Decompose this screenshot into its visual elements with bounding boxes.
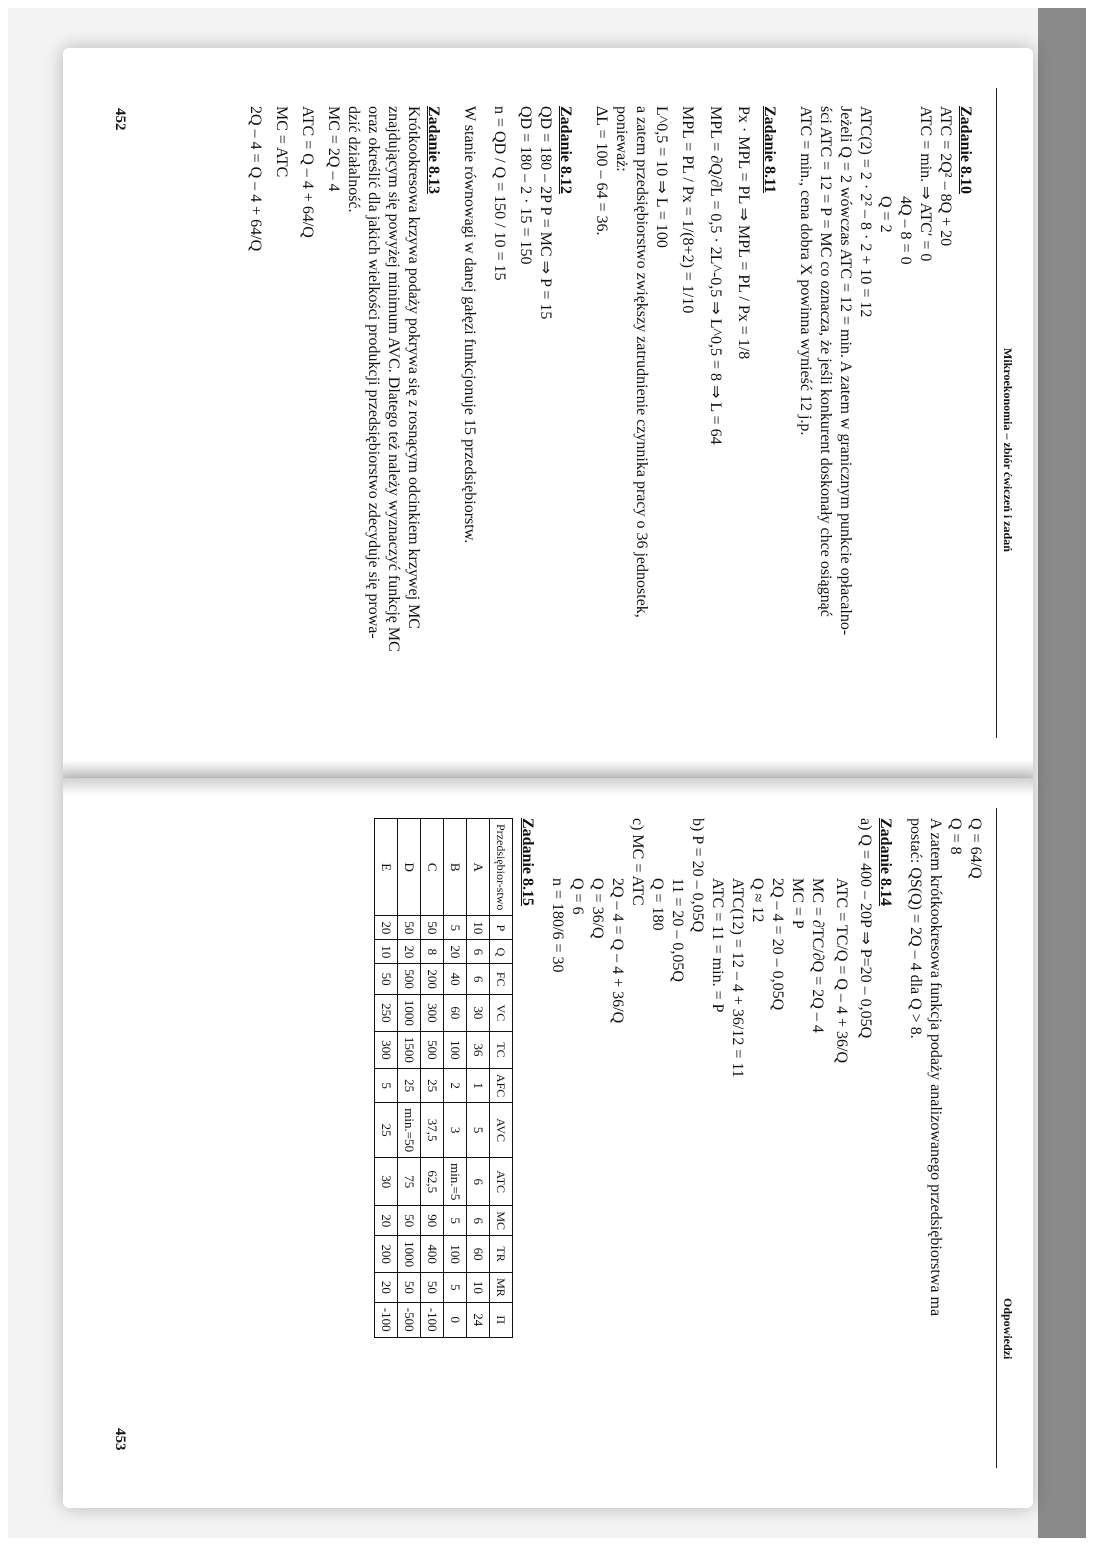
- equation: a) Q = 400 – 20P ⇒ P=20 – 0,05Q: [857, 818, 874, 1039]
- page-number-left: 452: [112, 108, 128, 131]
- equation: Q = 8: [947, 818, 964, 855]
- equation: MC = ∂TC/∂Q = 2Q – 4: [809, 878, 826, 1033]
- table-cell: 5: [444, 1206, 467, 1236]
- column-header: AVC: [490, 1103, 513, 1158]
- table-row: [467, 819, 490, 1338]
- text-line: dzić działalność.: [345, 106, 362, 213]
- text-line: W stanie równowagi w danej gałęzi funkcjonuje 15 przedsiębiorstw.: [461, 106, 478, 544]
- table-cell: 200: [375, 1236, 398, 1273]
- table-cell: 25: [398, 1068, 421, 1102]
- equation: QD = 180 – 2P P = MC ⇒ P = 15: [537, 106, 554, 320]
- column-header: ATC: [490, 1158, 513, 1206]
- table-cell: -100: [421, 1302, 444, 1337]
- column-header: Przedsiębior-stwo: [490, 819, 513, 916]
- task-8-10-title: Zadanie 8.10: [957, 106, 974, 195]
- text-line: ponieważ:: [613, 106, 630, 172]
- table-cell: 20: [398, 940, 421, 964]
- table-cell: 1000: [398, 994, 421, 1031]
- equation: Px · MPL = PL ⇒ MPL = PL / Px = 1/8: [735, 106, 752, 360]
- table-cell: 5: [444, 1273, 467, 1303]
- equation: ATC = TC/Q = Q – 4 + 36/Q: [833, 878, 850, 1064]
- equation: ATC = Q – 4 + 64/Q: [299, 106, 316, 238]
- column-header: MR: [490, 1273, 513, 1303]
- column-header: FC: [490, 964, 513, 995]
- table-cell: 6: [467, 1206, 490, 1236]
- table-cell: 62,5: [421, 1158, 444, 1206]
- equation: 2Q – 4 = Q – 4 + 36/Q: [609, 878, 626, 1024]
- table-cell: A: [467, 819, 490, 916]
- scanned-book-spread: [8, 8, 1086, 1538]
- column-header: Q: [490, 940, 513, 964]
- table-cell: min.=5: [444, 1158, 467, 1206]
- table-cell: 6: [467, 964, 490, 995]
- table-cell: 37,5: [421, 1103, 444, 1158]
- task-8-11-title: Zadanie 8.11: [761, 106, 778, 194]
- table-row: [421, 819, 444, 1338]
- equation: ATC(2) = 2 · 2² – 8 · 2 + 10 = 12: [857, 106, 874, 318]
- running-header-left: Mikroekonomia – zbiór ćwiczeń i zadań: [1001, 348, 1015, 552]
- equation: ATC(12) = 12 – 4 + 36/12 = 11: [729, 878, 746, 1078]
- task-8-15-title: Zadanie 8.15: [519, 818, 536, 907]
- text-line: oraz określić dla jakich wielkości produkcji przedsiębiorstwo zdecyduje się prowa-: [365, 106, 382, 639]
- table-cell: 24: [467, 1302, 490, 1337]
- equation: MC = ATC: [273, 106, 290, 178]
- table-cell: 50: [375, 964, 398, 995]
- table-cell: 90: [421, 1206, 444, 1236]
- table-cell: 3: [444, 1103, 467, 1158]
- column-header: AFC: [490, 1068, 513, 1102]
- equation: MC = 2Q – 4: [325, 106, 342, 192]
- table-cell: -500: [398, 1302, 421, 1337]
- table-header-row: [490, 819, 513, 1338]
- column-header: VC: [490, 994, 513, 1031]
- table-cell: 50: [398, 1206, 421, 1236]
- column-header: Π: [490, 1302, 513, 1337]
- table-cell: 100: [444, 1031, 467, 1068]
- task-8-14-title: Zadanie 8.14: [877, 818, 894, 907]
- equation: Q ≈ 12: [749, 878, 766, 923]
- equation: ATC = 2Q² – 8Q + 20: [937, 106, 954, 247]
- table-cell: 50: [421, 1273, 444, 1303]
- equation: 2Q – 4 = Q – 4 + 64/Q: [247, 106, 264, 252]
- table-cell: 25: [421, 1068, 444, 1102]
- page-number-right: 453: [112, 1428, 128, 1451]
- table-cell: 200: [421, 964, 444, 995]
- equation: Q = 2: [877, 196, 894, 233]
- equation: ATC = min. ⇒ ATC′ = 0: [917, 106, 934, 262]
- column-header: TR: [490, 1236, 513, 1273]
- table-cell: 30: [467, 994, 490, 1031]
- text-line: ATC = min., cena dobra X powinna wynieść 12 j.p.: [797, 106, 814, 436]
- equation: c) MC = ATC: [629, 818, 646, 906]
- task-8-12-title: Zadanie 8.12: [557, 106, 574, 195]
- table-cell: 2: [444, 1068, 467, 1102]
- equation: 4Q – 8 = 0: [897, 196, 914, 265]
- table-cell: 50: [398, 1273, 421, 1303]
- left-page-body: [245, 106, 985, 746]
- equation: MC = P: [789, 878, 806, 929]
- column-header: P: [490, 916, 513, 940]
- book-gutter-shadow: [63, 760, 1033, 796]
- equation: b) P = 20 – 0,05Q: [689, 818, 706, 933]
- table-cell: 40: [444, 964, 467, 995]
- table-cell: 6: [467, 1158, 490, 1206]
- table-cell: 500: [398, 964, 421, 995]
- text-line: postać: QS(Q) = 2Q – 4 dla Q > 8.: [907, 818, 924, 1039]
- table-cell: 75: [398, 1158, 421, 1206]
- table-cell: 1: [467, 1068, 490, 1102]
- text-line: znajdującym się powyżej minimum AVC. Dlatego też należy wyznaczyć funkcję MC: [385, 106, 402, 652]
- column-header: TC: [490, 1031, 513, 1068]
- equation: Q = 6: [569, 878, 586, 915]
- table-cell: 60: [444, 994, 467, 1031]
- table-cell: 1000: [398, 1236, 421, 1273]
- cost-table: [374, 818, 513, 1338]
- equation: ΔL = 100 – 64 = 36.: [593, 106, 610, 236]
- table-cell: 300: [375, 1031, 398, 1068]
- text-line: A zatem krótkookresowa funkcja podaży analizowanego przedsiębiorstwa ma: [927, 818, 944, 1317]
- table-row: [398, 819, 421, 1338]
- table-cell: E: [375, 819, 398, 916]
- table-cell: 400: [421, 1236, 444, 1273]
- table-cell: 20: [375, 916, 398, 940]
- table-cell: 5: [467, 1103, 490, 1158]
- table-cell: 500: [421, 1031, 444, 1068]
- equation: Q = 64/Q: [967, 818, 984, 879]
- running-header-right: Odpowiedzi: [1001, 1298, 1015, 1360]
- equation: n = 180/6 = 30: [549, 878, 566, 973]
- table-cell: D: [398, 819, 421, 916]
- equation: 2Q – 4 = 20 – 0,05Q: [769, 878, 786, 1011]
- equation: 11 = 20 – 0,05Q: [669, 878, 686, 982]
- table-row: [375, 819, 398, 1338]
- table-row: [444, 819, 467, 1338]
- equation: n = QD / Q = 150 / 10 = 15: [491, 106, 508, 281]
- table-cell: 36: [467, 1031, 490, 1068]
- table-cell: 100: [444, 1236, 467, 1273]
- table-cell: 25: [375, 1103, 398, 1158]
- table-cell: 10: [375, 940, 398, 964]
- table-cell: 0: [444, 1302, 467, 1337]
- page-452: [63, 48, 1033, 778]
- header-rule: [996, 88, 997, 738]
- text-line: Jeżeli Q = 2 wówczas ATC = 12 = min. A zatem w granicznym punkcie opłacalno-: [837, 106, 854, 636]
- equation: L^0,5 = 10 ⇒ L = 100: [653, 106, 670, 248]
- equation: QD = 180 – 2 · 15 = 150: [517, 106, 534, 265]
- rotated-book: [8, 8, 1086, 1538]
- text-line: a zatem przedsiębiorstwo zwiększy zatrudnienie czynnika pracy o 36 jednostek,: [633, 106, 650, 618]
- table-cell: min.=50: [398, 1103, 421, 1158]
- right-page-body: [374, 818, 985, 1468]
- header-rule: [996, 808, 997, 1468]
- equation: ATC = 11 = min. = P: [709, 878, 726, 1013]
- table-cell: 250: [375, 994, 398, 1031]
- table-cell: 5: [444, 916, 467, 940]
- equation: Q = 180: [649, 878, 666, 931]
- table-cell: 50: [421, 916, 444, 940]
- table-cell: 300: [421, 994, 444, 1031]
- task-8-13-title: Zadanie 8.13: [425, 106, 442, 195]
- text-line: Krótkookresowa krzywa podaży pokrywa się z rosnącym odcinkiem krzywej MC: [405, 106, 422, 629]
- page-453: [63, 778, 1033, 1508]
- table-cell: 8: [421, 940, 444, 964]
- column-header: MC: [490, 1206, 513, 1236]
- table-cell: -100: [375, 1302, 398, 1337]
- table-cell: 6: [467, 940, 490, 964]
- table-cell: C: [421, 819, 444, 916]
- table-cell: 5: [375, 1068, 398, 1102]
- equation: MPL = ∂Q/∂L = 0,5 · 2L^-0,5 ⇒ L^0,5 = 8 ⇒ L = 64: [707, 106, 724, 445]
- table-cell: 30: [375, 1158, 398, 1206]
- table-cell: 60: [467, 1236, 490, 1273]
- table-cell: 10: [467, 1273, 490, 1303]
- table-cell: 10: [467, 916, 490, 940]
- table-cell: 1500: [398, 1031, 421, 1068]
- text-line: ści ATC = 12 = P = MC co oznacza, że jeśli konkurent doskonały chce osiągnąć: [817, 106, 834, 617]
- table-cell: 20: [375, 1273, 398, 1303]
- table-cell: 20: [375, 1206, 398, 1236]
- equation: MPL = PL / Px = 1/(8+2) = 1/10: [679, 106, 696, 314]
- equation: Q = 36/Q: [589, 878, 606, 939]
- table-cell: B: [444, 819, 467, 916]
- table-cell: 50: [398, 916, 421, 940]
- table-cell: 20: [444, 940, 467, 964]
